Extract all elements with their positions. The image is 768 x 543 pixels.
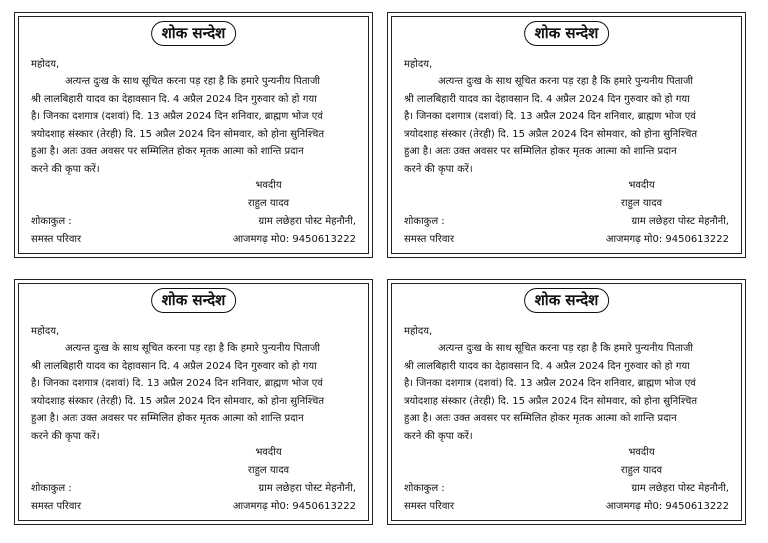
body-line: अत्यन्त दुःख के साथ सूचित करना पड़ रहा है कि हमारे पुन्यनीय पिताजी — [65, 76, 321, 87]
sender-name: राहुल यादव — [620, 198, 663, 209]
mourners-value: समस्त परिवार — [404, 234, 455, 245]
condolence-card-4 — [387, 279, 746, 525]
mourners-value: समस्त परिवार — [31, 501, 82, 512]
greeting: महोदय, — [404, 59, 433, 70]
body-line: त्रयोदशाह संस्कार (तेरही) दि. 15 अप्रैल 2024 दिन सोमवार, को होना सुनिश्चित — [404, 128, 698, 140]
condolence-card-3 — [14, 279, 373, 525]
body-line: करने की कृपा करें। — [404, 430, 473, 442]
mourners-label: शोकाकुल : — [31, 483, 72, 494]
mourners-value: समस्त परिवार — [31, 234, 82, 245]
body-line: करने की कृपा करें। — [31, 430, 100, 442]
address-line: ग्राम लछेहरा पोस्ट मेहनौनी, — [258, 216, 356, 227]
message-body — [31, 340, 369, 445]
card-title: शोक सन्देश — [524, 288, 610, 313]
card-border — [391, 283, 742, 521]
address-line: ग्राम लछेहरा पोस्ट मेहनौनी, — [631, 216, 729, 227]
body-line: हुआ है। अतः उक्त अवसर पर सम्मिलित होकर मृतक आत्मा को शान्ति प्रदान — [404, 146, 677, 157]
card-title: शोक सन्देश — [151, 288, 237, 313]
body-line: श्री लालबिहारी यादव का देहावसान दि. 4 अप्रैल 2024 दिन गुरुवार को हो गया — [404, 93, 690, 105]
body-line: त्रयोदशाह संस्कार (तेरही) दि. 15 अप्रैल 2024 दिन सोमवार, को होना सुनिश्चित — [31, 128, 325, 140]
sender-name: राहुल यादव — [247, 198, 290, 209]
body-line: त्रयोदशाह संस्कार (तेरही) दि. 15 अप्रैल 2024 दिन सोमवार, को होना सुनिश्चित — [404, 395, 698, 407]
body-line: हुआ है। अतः उक्त अवसर पर सम्मिलित होकर मृतक आत्मा को शान्ति प्रदान — [31, 146, 304, 157]
address-phone: आजमगढ़ मो0: 9450613222 — [232, 501, 356, 512]
greeting: महोदय, — [31, 59, 60, 70]
body-line: है। जिनका दशगात्र (दशवां) दि. 13 अप्रैल 2024 दिन शनिवार, ब्राह्मण भोज एवं — [404, 111, 696, 122]
body-line: करने की कृपा करें। — [404, 163, 473, 175]
address-phone: आजमगढ़ मो0: 9450613222 — [605, 234, 729, 245]
address-phone: आजमगढ़ मो0: 9450613222 — [605, 501, 729, 512]
mourners-label: शोकाकुल : — [404, 483, 445, 494]
closing: भवदीय — [628, 180, 655, 191]
body-line: श्री लालबिहारी यादव का देहावसान दि. 4 अप्रैल 2024 दिन गुरुवार को हो गया — [31, 93, 317, 105]
card-title: शोक सन्देश — [151, 21, 237, 46]
message-body — [31, 73, 369, 178]
condolence-card-2 — [387, 12, 746, 258]
body-line: करने की कृपा करें। — [31, 163, 100, 175]
card-border — [18, 283, 369, 521]
message-body — [404, 73, 742, 178]
body-line: श्री लालबिहारी यादव का देहावसान दि. 4 अप्रैल 2024 दिन गुरुवार को हो गया — [404, 360, 690, 372]
body-line: अत्यन्त दुःख के साथ सूचित करना पड़ रहा है कि हमारे पुन्यनीय पिताजी — [438, 76, 694, 87]
closing: भवदीय — [255, 447, 282, 458]
body-line: है। जिनका दशगात्र (दशवां) दि. 13 अप्रैल 2024 दिन शनिवार, ब्राह्मण भोज एवं — [404, 378, 696, 389]
greeting: महोदय, — [404, 326, 433, 337]
card-border — [18, 16, 369, 254]
body-line: हुआ है। अतः उक्त अवसर पर सम्मिलित होकर मृतक आत्मा को शान्ति प्रदान — [31, 413, 304, 424]
sender-name: राहुल यादव — [247, 465, 290, 476]
closing: भवदीय — [628, 447, 655, 458]
body-line: श्री लालबिहारी यादव का देहावसान दि. 4 अप्रैल 2024 दिन गुरुवार को हो गया — [31, 360, 317, 372]
body-line: है। जिनका दशगात्र (दशवां) दि. 13 अप्रैल 2024 दिन शनिवार, ब्राह्मण भोज एवं — [31, 111, 323, 122]
card-title: शोक सन्देश — [524, 21, 610, 46]
body-line: अत्यन्त दुःख के साथ सूचित करना पड़ रहा है कि हमारे पुन्यनीय पिताजी — [438, 343, 694, 354]
address-line: ग्राम लछेहरा पोस्ट मेहनौनी, — [258, 483, 356, 494]
sender-name: राहुल यादव — [620, 465, 663, 476]
message-body — [404, 340, 742, 445]
condolence-card-1 — [14, 12, 373, 258]
mourners-label: शोकाकुल : — [31, 216, 72, 227]
body-line: हुआ है। अतः उक्त अवसर पर सम्मिलित होकर मृतक आत्मा को शान्ति प्रदान — [404, 413, 677, 424]
mourners-value: समस्त परिवार — [404, 501, 455, 512]
address-phone: आजमगढ़ मो0: 9450613222 — [232, 234, 356, 245]
body-line: त्रयोदशाह संस्कार (तेरही) दि. 15 अप्रैल 2024 दिन सोमवार, को होना सुनिश्चित — [31, 395, 325, 407]
body-line: अत्यन्त दुःख के साथ सूचित करना पड़ रहा है कि हमारे पुन्यनीय पिताजी — [65, 343, 321, 354]
body-line: है। जिनका दशगात्र (दशवां) दि. 13 अप्रैल 2024 दिन शनिवार, ब्राह्मण भोज एवं — [31, 378, 323, 389]
mourners-label: शोकाकुल : — [404, 216, 445, 227]
closing: भवदीय — [255, 180, 282, 191]
greeting: महोदय, — [31, 326, 60, 337]
address-line: ग्राम लछेहरा पोस्ट मेहनौनी, — [631, 483, 729, 494]
card-border — [391, 16, 742, 254]
